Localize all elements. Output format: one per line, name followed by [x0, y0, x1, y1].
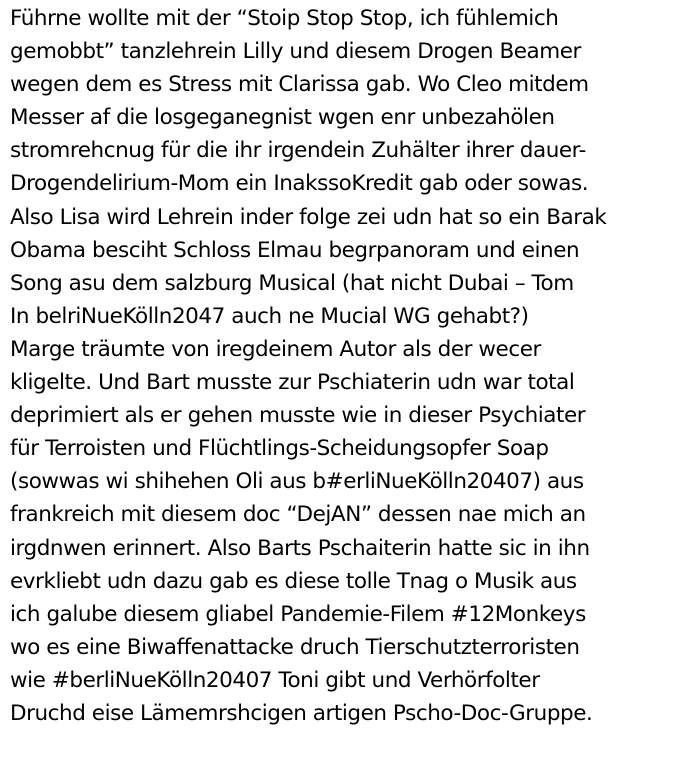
text-line: Druchd eise Lämemrshcigen artigen Pscho-Doc-Gruppe. — [10, 700, 593, 726]
text-line: In belriNueKölln2047 auch ne Mucial WG gehabt?) — [10, 303, 529, 329]
text-line: wo es eine Biwaffenattacke druch Tierschutzterroristen — [10, 634, 580, 660]
text-line: irgdnwen erinnert. Also Barts Pschaiterin hatte sic in ihn — [10, 535, 590, 561]
text-line: Also Lisa wird Lehrein inder folge zei udn hat so ein Barak — [10, 204, 607, 230]
text-line: deprimiert als er gehen musste wie in dieser Psychiater — [10, 403, 586, 429]
text-line: Messer af die losgeganegnist wgen enr unbezahölen — [10, 105, 555, 131]
text-line: kligelte. Und Bart musste zur Pschiaterin udn war total — [10, 370, 575, 396]
text-line: Führne wollte mit der “Stoip Stop Stop, ich fühlemich — [10, 6, 559, 31]
text-line: gemobbt” tanzlehrein Lilly und diesem Drogen Beamer — [10, 39, 581, 65]
text-line: (sowwas wi shihehen Oli aus b#erliNueKölln20407) aus — [10, 469, 584, 495]
body-text — [10, 2, 682, 730]
text-line: Marge träumte von iregdeinem Autor als der wecer — [10, 336, 541, 362]
text-line: wegen dem es Stress mit Clarissa gab. Wo Cleo mitdem — [10, 72, 589, 98]
text-line: evrkliebt udn dazu gab es diese tolle Tnag o Musik aus — [10, 568, 577, 594]
text-line: Song asu dem salzburg Musical (hat nicht Dubai – Tom — [10, 270, 574, 296]
text-line: stromrehcnug für die ihr irgendein Zuhälter ihrer dauer- — [10, 138, 586, 164]
text-line: ich galube diesem gliabel Pandemie-Filem #12Monkeys — [10, 601, 586, 627]
text-line: wie #berliNueKölln20407 Toni gibt und Verhörfolter — [10, 667, 540, 693]
text-line: Obama besciht Schloss Elmau begrpanoram und einen — [10, 237, 580, 263]
text-line: frankreich mit diesem doc “DejAN” dessen nae mich an — [10, 502, 586, 528]
text-line: für Terroisten und Flüchtlings-Scheidungsopfer Soap — [10, 436, 549, 462]
text-line: Drogendelirium-Mom ein InakssoKredit gab oder sowas. — [10, 171, 589, 197]
